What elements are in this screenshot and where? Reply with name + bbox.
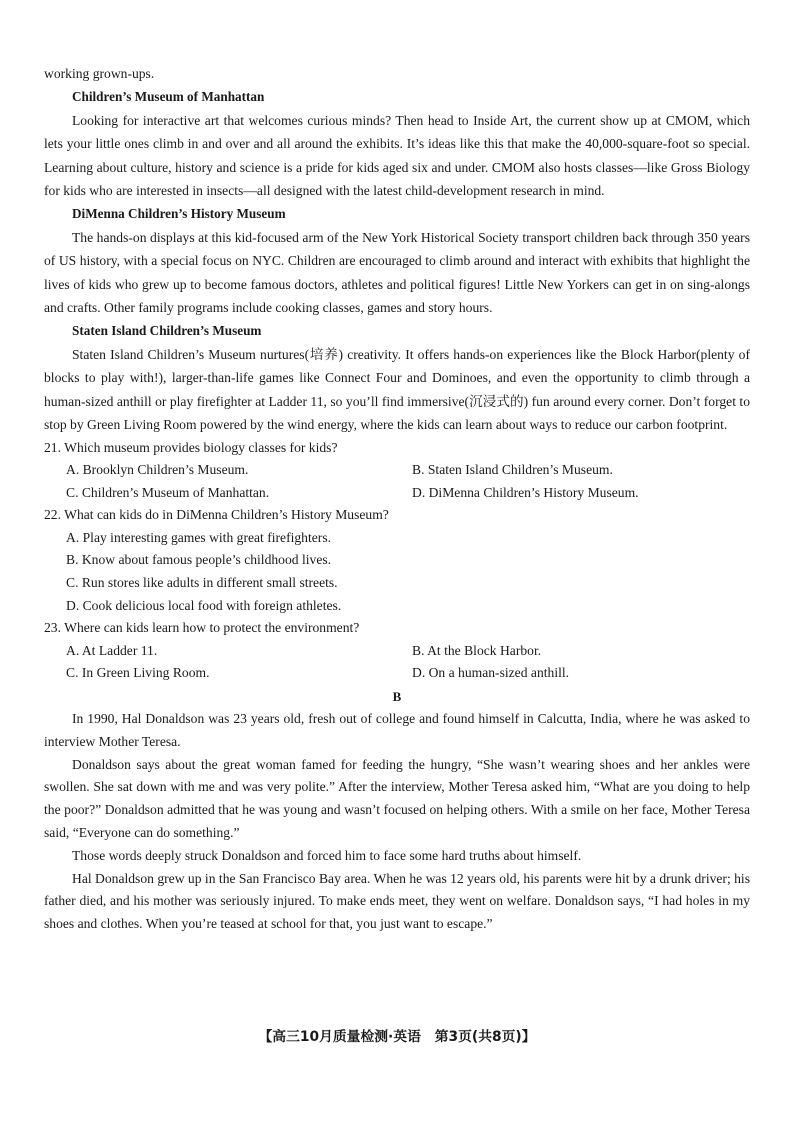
question-22: [44, 504, 750, 617]
museum-section-dimenna: [44, 202, 750, 319]
section-heading: DiMenna Children’s History Museum: [72, 206, 286, 222]
option-d: D. Cook delicious local food with foreign athletes.: [66, 597, 342, 613]
option-d: D. DiMenna Children’s History Museum.: [412, 484, 639, 500]
section-body: The hands-on displays at this kid-focused arm of the New York Historical Society transport children back through 350 years of US history, with a special focus on NYC. Children are encouraged to climb around and interact with exhibits that highlight the lives of kids who grew up to become famous doctors, athletes and political figures! Little New Yorkers can get in on sing-alongs and crafts. Other family programs include cooking classes, games and story hours.: [44, 229, 750, 316]
museum-section-cmom: [44, 85, 750, 202]
question-stem: 21. Which museum provides biology classes for kids?: [44, 439, 338, 455]
paragraph: Those words deeply struck Donaldson and forced him to face some hard truths about himself.: [72, 847, 582, 863]
exam-page: [44, 62, 750, 936]
section-heading: Staten Island Children’s Museum: [72, 323, 262, 339]
museum-section-staten-island: [44, 319, 750, 436]
section-body: Staten Island Children’s Museum nurtures(培养) creativity. It offers hands-on experiences like the Block Harbor(plenty of blocks to play with!), larger-than-life games like Connect Four and Dominoes, and even the opportunity to climb through a human-sized anthill or play firefighter at Ladder 11, so you’ll find immersive(沉浸式的) fun around every corner. Don’t forget to stop by Green Living Room powered by the wind energy, where the kids can learn about ways to reduce our carbon footprint.: [44, 346, 750, 433]
paragraph: In 1990, Hal Donaldson was 23 years old, fresh out of college and found himself in Calcutta, India, where he was asked to interview Mother Teresa.: [44, 711, 750, 749]
passage-b: [44, 708, 750, 936]
section-body: Looking for interactive art that welcomes curious minds? Then head to Inside Art, the current show up at CMOM, which lets your little ones climb in and over and all around the exhibits. It’s ideas like this that make the 40,000-square-foot so special. Learning about culture, history and science is a pride for kids aged six and under. CMOM also hosts classes—like Gross Biology for kids who are interested in insects—all designed with the latest child-development research in mind.: [44, 112, 750, 199]
question-stem: 22. What can kids do in DiMenna Children’s History Museum?: [44, 507, 389, 523]
passage-a-intro-tail: working grown-ups.: [44, 66, 155, 81]
option-d: D. On a human-sized anthill.: [412, 665, 570, 681]
question-23: [44, 617, 750, 685]
option-b: B. At the Block Harbor.: [412, 642, 542, 658]
option-b: B. Know about famous people’s childhood lives.: [66, 552, 332, 568]
paragraph: Donaldson says about the great woman famed for feeding the hungry, “She wasn’t wearing shoes and her ankles were swollen. She sat down with me and was very polite.” After the interview, Mother Teresa asked him, “What are you doing to help the poor?” Donaldson admitted that he was young and wasn’t focused on helping others. With a smile on her face, Mother Teresa said, “Everyone can do something.”: [44, 756, 750, 841]
page-footer: 【高三10月质量检测·英语 第3页(共8页)】: [258, 1029, 536, 1045]
option-c: C. Children’s Museum of Manhattan.: [66, 484, 270, 500]
passage-b-label: B: [392, 689, 402, 705]
option-c: C. In Green Living Room.: [66, 665, 210, 681]
option-a: A. At Ladder 11.: [66, 642, 158, 658]
option-b: B. Staten Island Children’s Museum.: [412, 462, 613, 478]
paragraph: Hal Donaldson grew up in the San Francisco Bay area. When he was 12 years old, his parents were hit by a drunk driver; his father died, and his mother was seriously injured. To make ends meet, they went on welfare. Donaldson says, “I had holes in my shoes and clothes. When you’re teased at school for that, you just want to escape.”: [44, 870, 750, 932]
section-heading: Children’s Museum of Manhattan: [72, 89, 265, 105]
question-stem: 23. Where can kids learn how to protect the environment?: [44, 620, 360, 636]
option-a: A. Brooklyn Children’s Museum.: [66, 462, 249, 478]
option-c: C. Run stores like adults in different small streets.: [66, 575, 338, 591]
option-a: A. Play interesting games with great firefighters.: [66, 529, 332, 545]
question-21: [44, 437, 750, 505]
